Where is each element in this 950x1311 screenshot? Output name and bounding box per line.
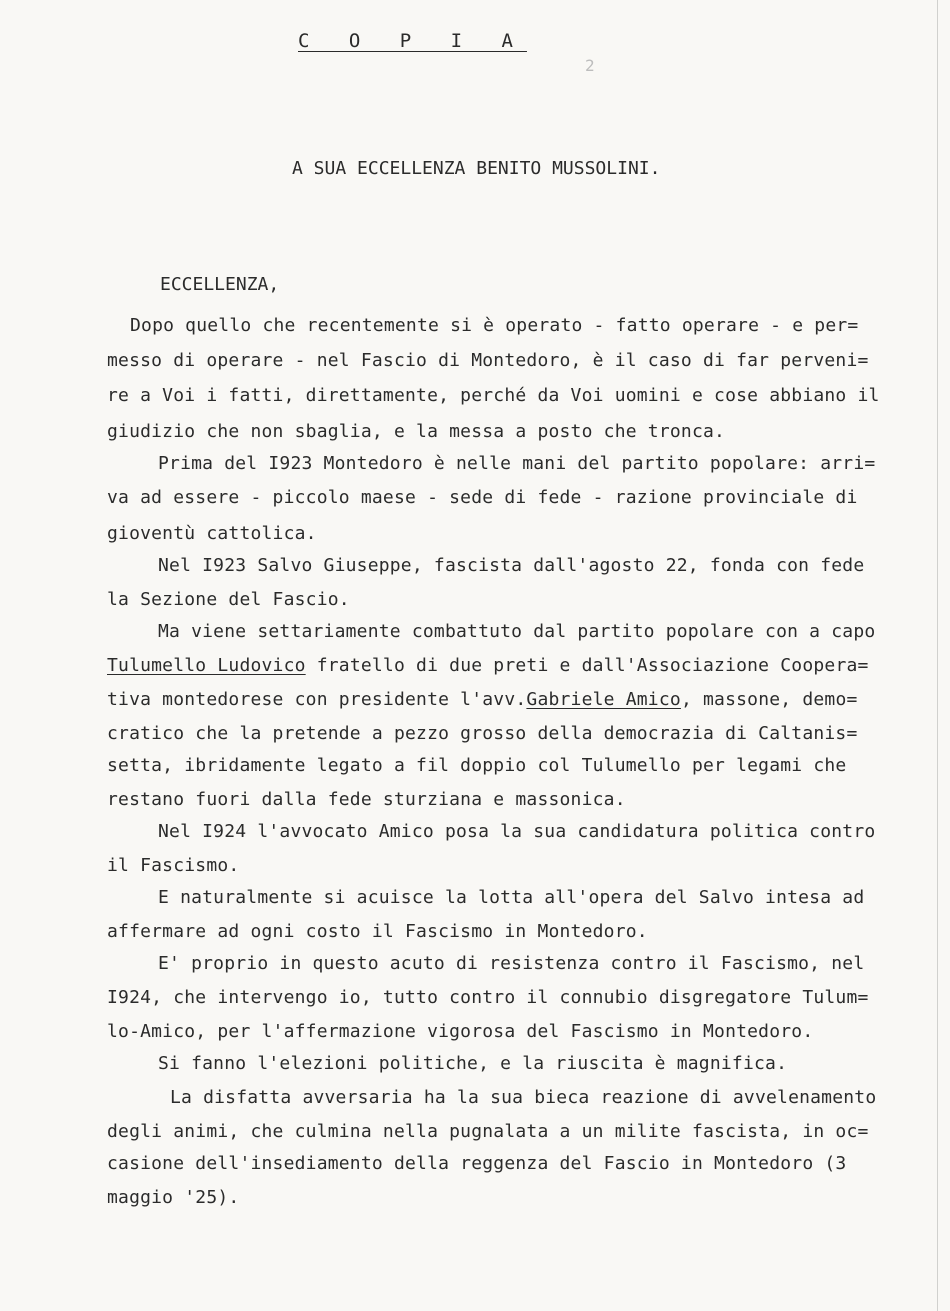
page-number: 2: [585, 56, 595, 75]
copy-heading: C O P I A: [298, 30, 527, 52]
body-line: restano fuori dalla fede sturziana e massonica.: [107, 789, 626, 810]
body-line: I924, che intervengo io, tutto contro il connubio disgregatore Tulum=: [107, 987, 869, 1008]
underlined-name: Tulumello Ludovico: [107, 655, 306, 676]
body-line: Ma viene settariamente combattuto dal partito popolare con a capo: [158, 621, 876, 642]
body-line: tiva montedorese con presidente l'avv.Gabriele Amico, massone, demo=: [107, 689, 858, 710]
body-line: messo di operare - nel Fascio di Montedoro, è il caso di far perveni=: [107, 350, 869, 371]
body-line: casione dell'insediamento della reggenza del Fascio in Montedoro (3: [107, 1153, 847, 1174]
body-line: va ad essere - piccolo maese - sede di fede - razione provinciale di: [107, 487, 858, 508]
body-line: il Fascismo.: [107, 855, 240, 876]
body-line: lo-Amico, per l'affermazione vigorosa del Fascismo in Montedoro.: [107, 1021, 814, 1042]
body-line: gioventù cattolica.: [107, 523, 317, 544]
body-line: Prima del I923 Montedoro è nelle mani del partito popolare: arri=: [158, 453, 876, 474]
body-line: Tulumello Ludovico fratello di due preti e dall'Associazione Coopera=: [107, 655, 869, 676]
page-edge: [937, 0, 938, 1311]
addressee-line: A SUA ECCELLENZA BENITO MUSSOLINI.: [292, 158, 661, 179]
body-line: E naturalmente si acuisce la lotta all'opera del Salvo intesa ad: [158, 887, 865, 908]
body-line: degli animi, che culmina nella pugnalata a un milite fascista, in oc=: [107, 1121, 869, 1142]
body-line: affermare ad ogni costo il Fascismo in Montedoro.: [107, 921, 648, 942]
body-line: Dopo quello che recentemente si è operato - fatto operare - e per=: [130, 315, 859, 336]
body-line: re a Voi i fatti, direttamente, perché da Voi uomini e cose abbiano il: [107, 385, 880, 406]
body-line: Nel I924 l'avvocato Amico posa la sua candidatura politica contro: [158, 821, 876, 842]
body-line: Si fanno l'elezioni politiche, e la riuscita è magnifica.: [158, 1053, 788, 1074]
body-line: giudizio che non sbaglia, e la messa a posto che tronca.: [107, 421, 726, 442]
underlined-name: Gabriele Amico: [526, 689, 681, 710]
body-line: La disfatta avversaria ha la sua bieca reazione di avvelenamento: [170, 1087, 877, 1108]
body-line: maggio '25).: [107, 1187, 240, 1208]
body-line: Nel I923 Salvo Giuseppe, fascista dall'agosto 22, fonda con fede: [158, 555, 865, 576]
body-line: la Sezione del Fascio.: [107, 589, 350, 610]
body-line: cratico che la pretende a pezzo grosso della democrazia di Caltanis=: [107, 723, 858, 744]
salutation: ECCELLENZA,: [160, 274, 280, 295]
body-line: E' proprio in questo acuto di resistenza contro il Fascismo, nel: [158, 953, 865, 974]
body-line: setta, ibridamente legato a fil doppio col Tulumello per legami che: [107, 755, 847, 776]
